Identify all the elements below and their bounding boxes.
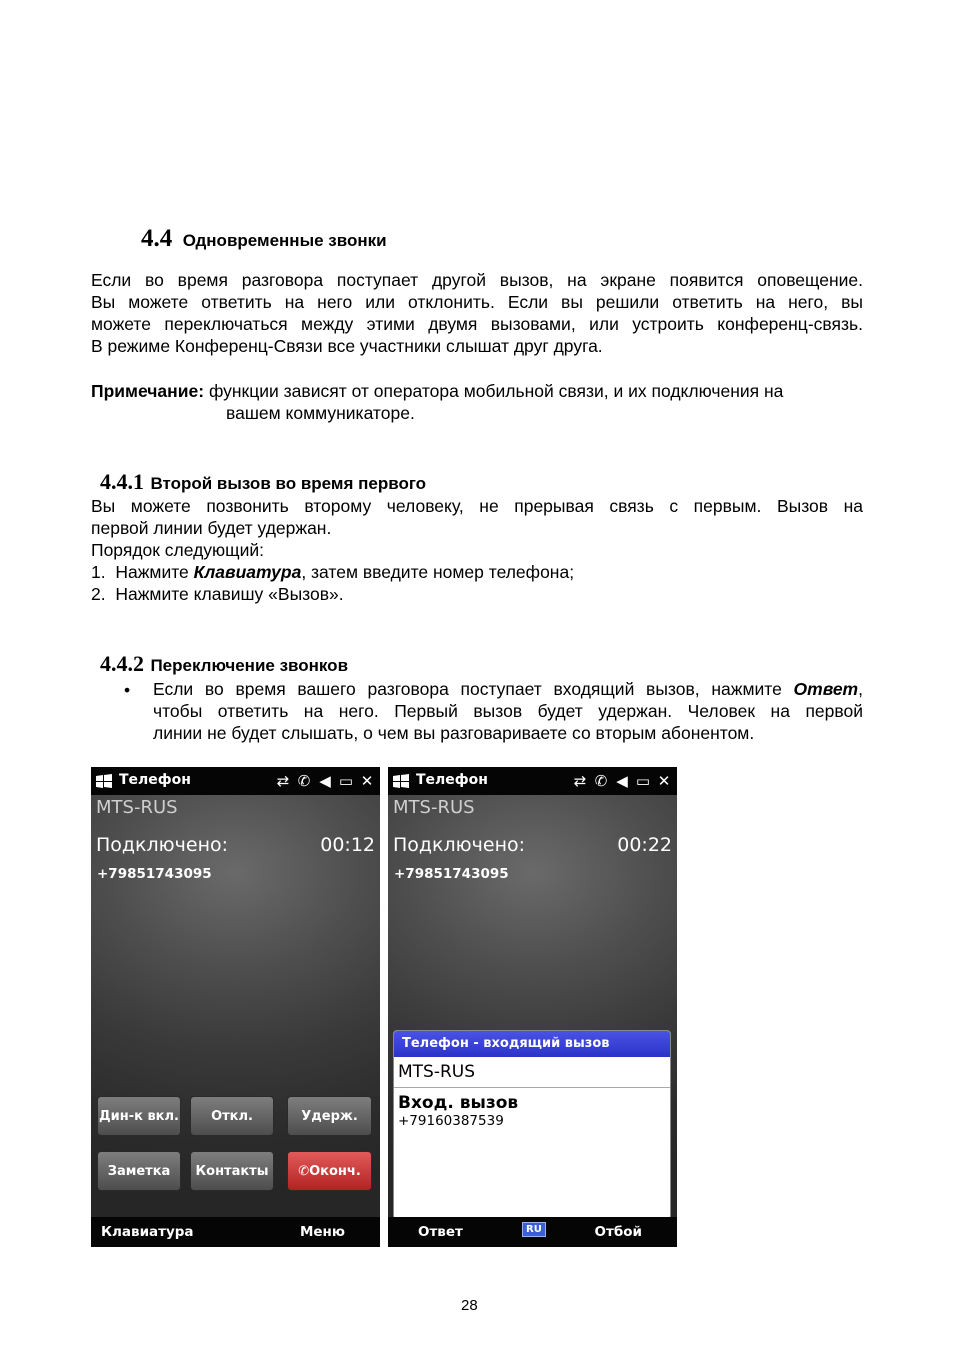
soft-key-bar (388, 1217, 677, 1247)
end-call-label: Оконч. (309, 1164, 361, 1179)
subsection-number: 4.4.1 (100, 469, 144, 494)
close-icon[interactable]: ✕ (360, 772, 374, 790)
subsection-1-body (91, 495, 863, 605)
step-1 (91, 561, 863, 583)
subsection-title: Переключение звонков (150, 656, 349, 675)
note-button[interactable]: Заметка (97, 1151, 181, 1191)
phone-screen-1 (91, 767, 380, 1247)
status-icons (571, 771, 673, 791)
step-text: Нажмите клавишу «Вызов». (115, 584, 344, 604)
dialog-caller-number: +79160387539 (398, 1113, 504, 1129)
dialog-title: Телефон - входящий вызов (394, 1031, 670, 1057)
section-number: 4.4 (141, 225, 173, 252)
softkey-decline[interactable]: Отбой (594, 1224, 642, 1240)
dialog-carrier: MTS-RUS (394, 1057, 670, 1088)
page-number: 28 (461, 1297, 478, 1314)
softkey-answer[interactable]: Ответ (418, 1224, 463, 1240)
body-line: Вы можете позвонить второму человеку, не прерывая связь с первым. Вызов на (91, 496, 863, 516)
step-number: 1. (91, 562, 106, 582)
hold-button[interactable]: Удерж. (287, 1096, 372, 1136)
phone-handset-icon: ✆ (298, 1164, 310, 1179)
call-signal-icon: ✆ (297, 772, 311, 790)
carrier-name: MTS-RUS (393, 797, 475, 818)
softkey-menu[interactable]: Меню (299, 1224, 345, 1240)
step-text: Нажмите (115, 562, 194, 582)
dialog-call-label: Вход. вызов (398, 1093, 519, 1113)
soft-key-bar (91, 1217, 380, 1247)
intro-line: Вы можете ответить на него или отклонить. Если вы решили ответить на него, вы (91, 292, 863, 312)
speaker-icon[interactable]: ◀ (319, 772, 331, 790)
subsection-2-body (153, 678, 863, 744)
step-number: 2. (91, 584, 106, 604)
windows-start-icon[interactable] (95, 773, 113, 789)
section-title: Одновременные звонки (182, 231, 387, 250)
body-line (153, 678, 863, 700)
call-timer: 00:22 (617, 834, 672, 856)
subsection-heading-1 (100, 469, 426, 495)
windows-start-icon[interactable] (392, 773, 410, 789)
subsection-title: Второй вызов во время первого (150, 474, 427, 493)
input-language-icon[interactable]: RU (522, 1222, 546, 1237)
body-text: Если во время вашего разговора поступает входящий вызов, нажмите (153, 679, 794, 699)
intro-line: Если во время разговора поступает другой вызов, на экране появится оповещение. (91, 270, 863, 290)
call-timer: 00:12 (320, 834, 375, 856)
speaker-on-button[interactable]: Дин-к вкл. (97, 1096, 181, 1136)
call-status: Подключено: (96, 834, 229, 856)
phone-screen-2 (388, 767, 677, 1247)
call-signal-icon: ✆ (594, 772, 608, 790)
body-text: , (858, 679, 863, 699)
step-2 (91, 583, 863, 605)
title-bar (388, 767, 677, 795)
app-title: Телефон (416, 772, 488, 788)
softkey-keyboard[interactable]: Клавиатура (101, 1224, 194, 1240)
phone-number: +79851743095 (97, 866, 212, 882)
body-line: чтобы ответить на него. Первый вызов будет удержан. Человек на первой (153, 701, 863, 721)
subsection-heading-2 (100, 651, 348, 677)
data-connection-icon: ⇄ (276, 772, 290, 790)
note (91, 380, 891, 424)
data-connection-icon: ⇄ (573, 772, 587, 790)
battery-icon: ▭ (338, 772, 354, 790)
incoming-call-dialog (393, 1030, 671, 1220)
intro-line: В режиме Конференц-Связи все участники слышат друг друга. (91, 336, 603, 356)
step-emphasis: Клавиатура (193, 562, 302, 582)
body-emphasis: Ответ (793, 679, 859, 699)
intro-paragraph (91, 269, 863, 357)
body-line: Порядок следующий: (91, 540, 264, 560)
body-line: первой линии будет удержан. (91, 518, 332, 538)
contacts-button[interactable]: Контакты (190, 1151, 274, 1191)
app-title: Телефон (119, 772, 191, 788)
mute-button[interactable]: Откл. (190, 1096, 274, 1136)
note-label: Примечание: (91, 381, 205, 401)
body-line: линии не будет слышать, о чем вы разговариваете со вторым абонентом. (153, 723, 755, 743)
speaker-icon[interactable]: ◀ (616, 772, 628, 790)
battery-icon: ▭ (635, 772, 651, 790)
title-bar (91, 767, 380, 795)
step-text: , затем введите номер телефона; (301, 562, 575, 582)
note-text-2: вашем коммуникаторе. (226, 403, 415, 423)
close-icon[interactable]: ✕ (657, 772, 671, 790)
subsection-number: 4.4.2 (100, 651, 144, 676)
section-heading (141, 225, 387, 253)
bullet-marker: • (124, 680, 131, 700)
note-text: функции зависят от оператора мобильной связи, и их подключения на (208, 381, 784, 401)
carrier-name: MTS-RUS (96, 797, 178, 818)
end-call-button[interactable] (287, 1151, 372, 1191)
phone-number: +79851743095 (394, 866, 509, 882)
status-icons (274, 771, 376, 791)
call-status: Подключено: (393, 834, 526, 856)
intro-line: можете переключаться между этими двумя вызовами, или устроить конференц-связь. (91, 314, 863, 334)
